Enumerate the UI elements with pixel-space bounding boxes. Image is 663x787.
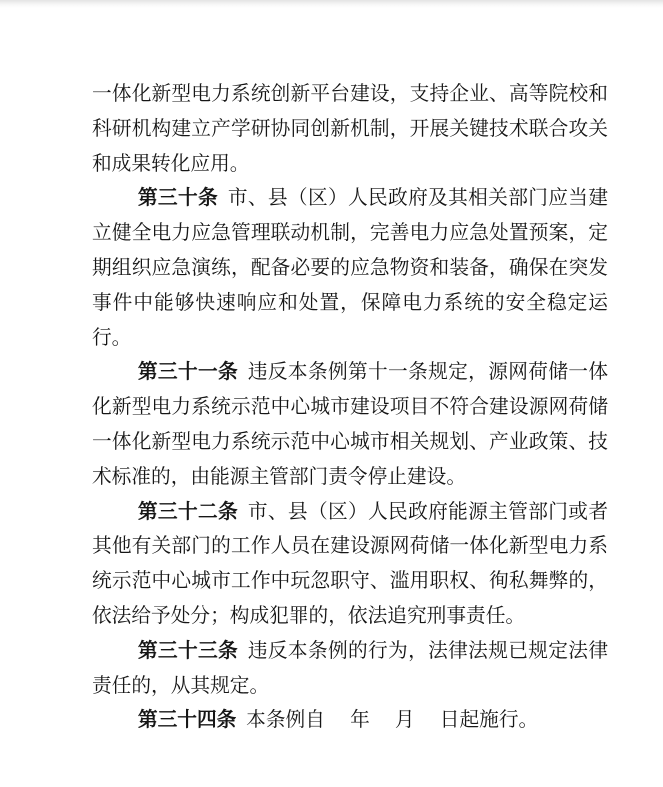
document-text-block bbox=[92, 77, 608, 738]
article-33-text: 违反本条例的行为，法律法规已规定法律责任的，从其规定。 bbox=[92, 639, 609, 697]
article-33-number: 第三十三条 bbox=[137, 639, 239, 662]
article-32-paragraph bbox=[92, 495, 608, 634]
page-top-edge-shadow bbox=[0, 0, 663, 8]
article-34-text: 本条例自 年 月 日起施行。 bbox=[246, 709, 539, 732]
article-30-paragraph bbox=[92, 181, 608, 355]
article-30-text: 市、县（区）人民政府及其相关部门应当建立健全电力应急管理联动机制，完善电力应急处置预案，定期组织应急演练，配备必要的应急物资和装备，确保在突发事件中能够快速响应和处置，保障电力系统的安全稳定运行。 bbox=[92, 187, 609, 349]
article-32-text: 市、县（区）人民政府能源主管部门或者其他有关部门的工作人员在建设源网荷储一体化新型电力系统示范中心城市工作中玩忽职守、滥用职权、徇私舞弊的，依法给予处分；构成犯罪的，依法追究刑事责任。 bbox=[92, 500, 609, 627]
paragraph-continuation bbox=[92, 77, 608, 181]
article-text: 一体化新型电力系统创新平台建设，支持企业、高等院校和科研机构建立产学研协同创新机制，开展关键技术联合攻关和成果转化应用。 bbox=[92, 83, 608, 175]
article-33-paragraph bbox=[92, 634, 608, 704]
article-34-number: 第三十四条 bbox=[137, 709, 237, 732]
article-31-paragraph bbox=[92, 355, 608, 494]
article-30-number: 第三十条 bbox=[137, 187, 218, 210]
article-34-paragraph bbox=[92, 703, 608, 738]
article-31-text: 违反本条例第十一条规定，源网荷储一体化新型电力系统示范中心城市建设项目不符合建设源网荷储一体化新型电力系统示范中心城市相关规划、产业政策、技术标准的，由能源主管部门责令停止建设。 bbox=[92, 361, 609, 488]
article-31-number: 第三十一条 bbox=[137, 361, 239, 384]
article-32-number: 第三十二条 bbox=[137, 500, 239, 523]
